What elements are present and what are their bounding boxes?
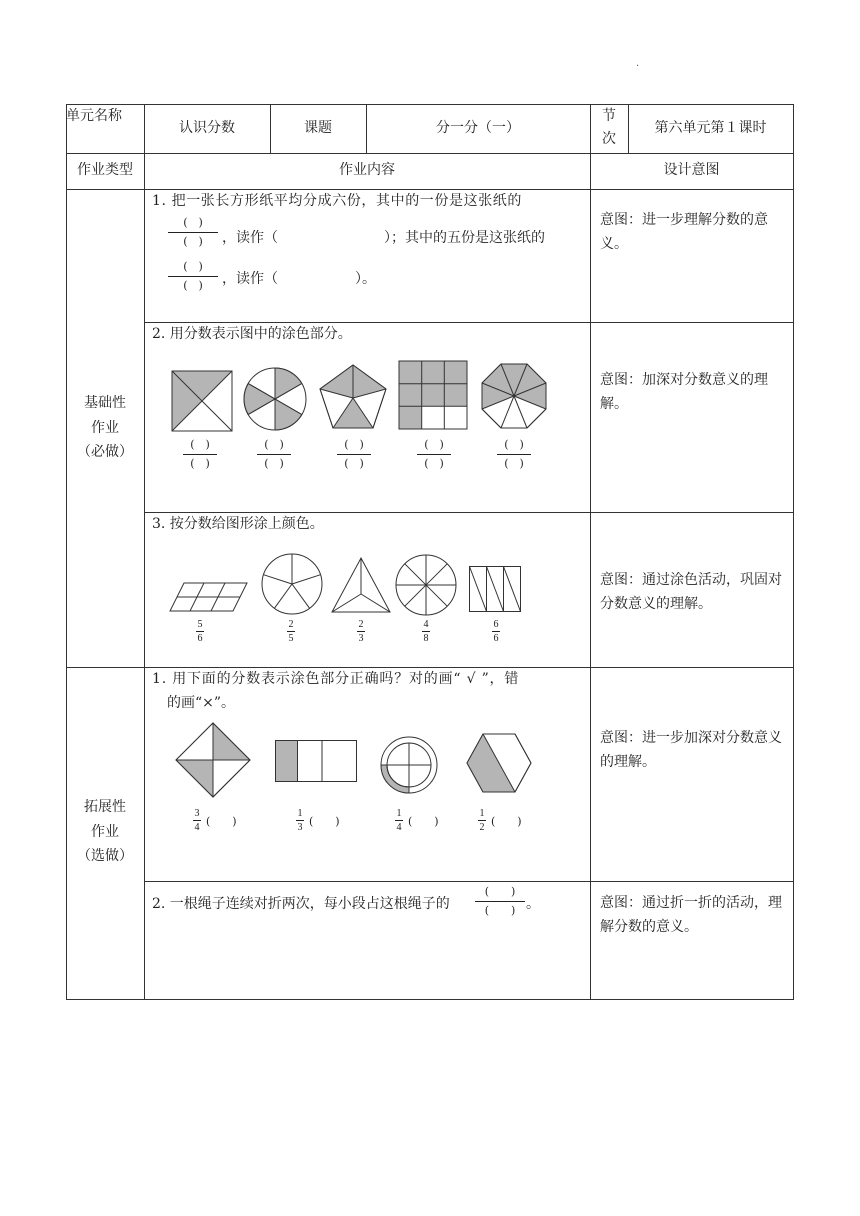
color-fraction-2-5: 2 5 [288, 619, 294, 644]
color-fraction-4-8: 4 8 [423, 619, 429, 644]
answer-fraction-4: ( ) ( ) [414, 438, 454, 471]
basic-q2-intent: 意图：加深对分数意义的理解。 [600, 372, 768, 412]
triangle-figure [331, 557, 391, 613]
color-fraction-6-6: 6 6 [493, 619, 499, 644]
extended-q2-text: 2. 一根绳子连续对折两次，每小段占这根绳子的 [152, 896, 450, 912]
square-diagonals-figure [172, 371, 232, 431]
extended-type-line2: 作业 [91, 824, 119, 840]
check-fraction-1-4: 1 4 [396, 808, 402, 833]
lesson-label-2: 次 [602, 131, 616, 147]
intent-header: 设计意图 [663, 162, 720, 178]
content-header: 作业内容 [339, 162, 395, 178]
extended-q2-end: 。 [526, 896, 540, 912]
grid-figure [399, 361, 467, 429]
rectangle-thirds-figure [275, 740, 357, 782]
type-header: 作业类型 [77, 162, 133, 178]
basic-q1-read-2: ，读作（ [222, 271, 278, 287]
basic-q1-fraction-1: ( ) ( ) [168, 216, 218, 249]
basic-q1-read-1: ，读作（ [222, 230, 278, 246]
rope-fraction-blank[interactable]: ( ) ( ) [474, 885, 526, 918]
rectangle-strips-figure [469, 566, 521, 612]
answer-fraction-1: ( ) ( ) [180, 438, 220, 471]
check-blank-2[interactable]: ( ) [309, 815, 340, 828]
check-fraction-1-2: 1 2 [479, 808, 485, 833]
basic-q1-fraction-2: ( ) ( ) [168, 260, 218, 293]
circle-five-sectors-figure [261, 553, 323, 615]
extended-q1-line1: 1. 用下面的分数表示涂色部分正确吗？对的画“ √ ”，错 [152, 671, 520, 687]
lesson-value: 第六单元第１课时 [654, 120, 767, 136]
basic-type-line3: （必做） [77, 444, 133, 460]
basic-q1-line2-mid: ）；其中的五份是这张纸的 [384, 230, 545, 246]
answer-fraction-2: ( ) ( ) [254, 438, 294, 471]
answer-fraction-5: ( ) ( ) [494, 438, 534, 471]
color-fraction-5-6: 5 6 [197, 619, 203, 644]
basic-q1-line1: 1. 把一张长方形纸平均分成六份，其中的一份是这张纸的 [152, 193, 523, 209]
basic-q3-intent: 意图：通过涂色活动，巩固对分数意义的理解。 [600, 572, 782, 612]
extended-q1-line2: 的画“×”。 [167, 695, 236, 711]
unit-name-label: 单元名称 [66, 108, 122, 124]
unit-name-value: 认识分数 [179, 120, 235, 136]
basic-q1-line3-end: ）。 [355, 271, 376, 287]
basic-q2-text: 2. 用分数表示图中的涂色部分。 [152, 326, 352, 342]
circle-eight-sectors-figure [395, 554, 457, 616]
topic-label: 课题 [304, 120, 332, 136]
check-blank-3[interactable]: ( ) [408, 815, 439, 828]
parallelogram-figure [170, 582, 248, 612]
extended-type-line1: 拓展性 [84, 799, 126, 815]
basic-q1-intent: 意图：进一步理解分数的意义。 [600, 212, 768, 252]
extended-q1-intent: 意图：进一步加深对分数意义的理解。 [600, 730, 782, 770]
circle-six-sectors-figure [243, 367, 307, 431]
diamond-figure [175, 722, 251, 798]
basic-q3-text: 3. 按分数给图形涂上颜色。 [152, 516, 324, 532]
basic-type-line1: 基础性 [84, 395, 126, 411]
check-fraction-3-4: 3 4 [194, 808, 200, 833]
octagon-figure [481, 363, 547, 429]
ring-circle-figure [380, 736, 438, 794]
color-fraction-2-3: 2 3 [358, 619, 364, 644]
hexagon-figure [466, 733, 532, 793]
answer-fraction-3: ( ) ( ) [334, 438, 374, 471]
check-blank-4[interactable]: ( ) [491, 815, 522, 828]
topic-value: 分一分（一） [436, 120, 520, 136]
extended-type-line3: （选做） [77, 848, 133, 864]
pentagon-figure [319, 364, 387, 430]
lesson-label-1: 节 [602, 108, 616, 124]
check-blank-1[interactable]: ( ) [206, 815, 237, 828]
basic-type-line2: 作业 [91, 420, 119, 436]
check-fraction-1-3: 1 3 [297, 808, 303, 833]
extended-q2-intent: 意图：通过折一折的活动，理解分数的意义。 [600, 895, 782, 935]
page-dot: . [636, 58, 640, 69]
